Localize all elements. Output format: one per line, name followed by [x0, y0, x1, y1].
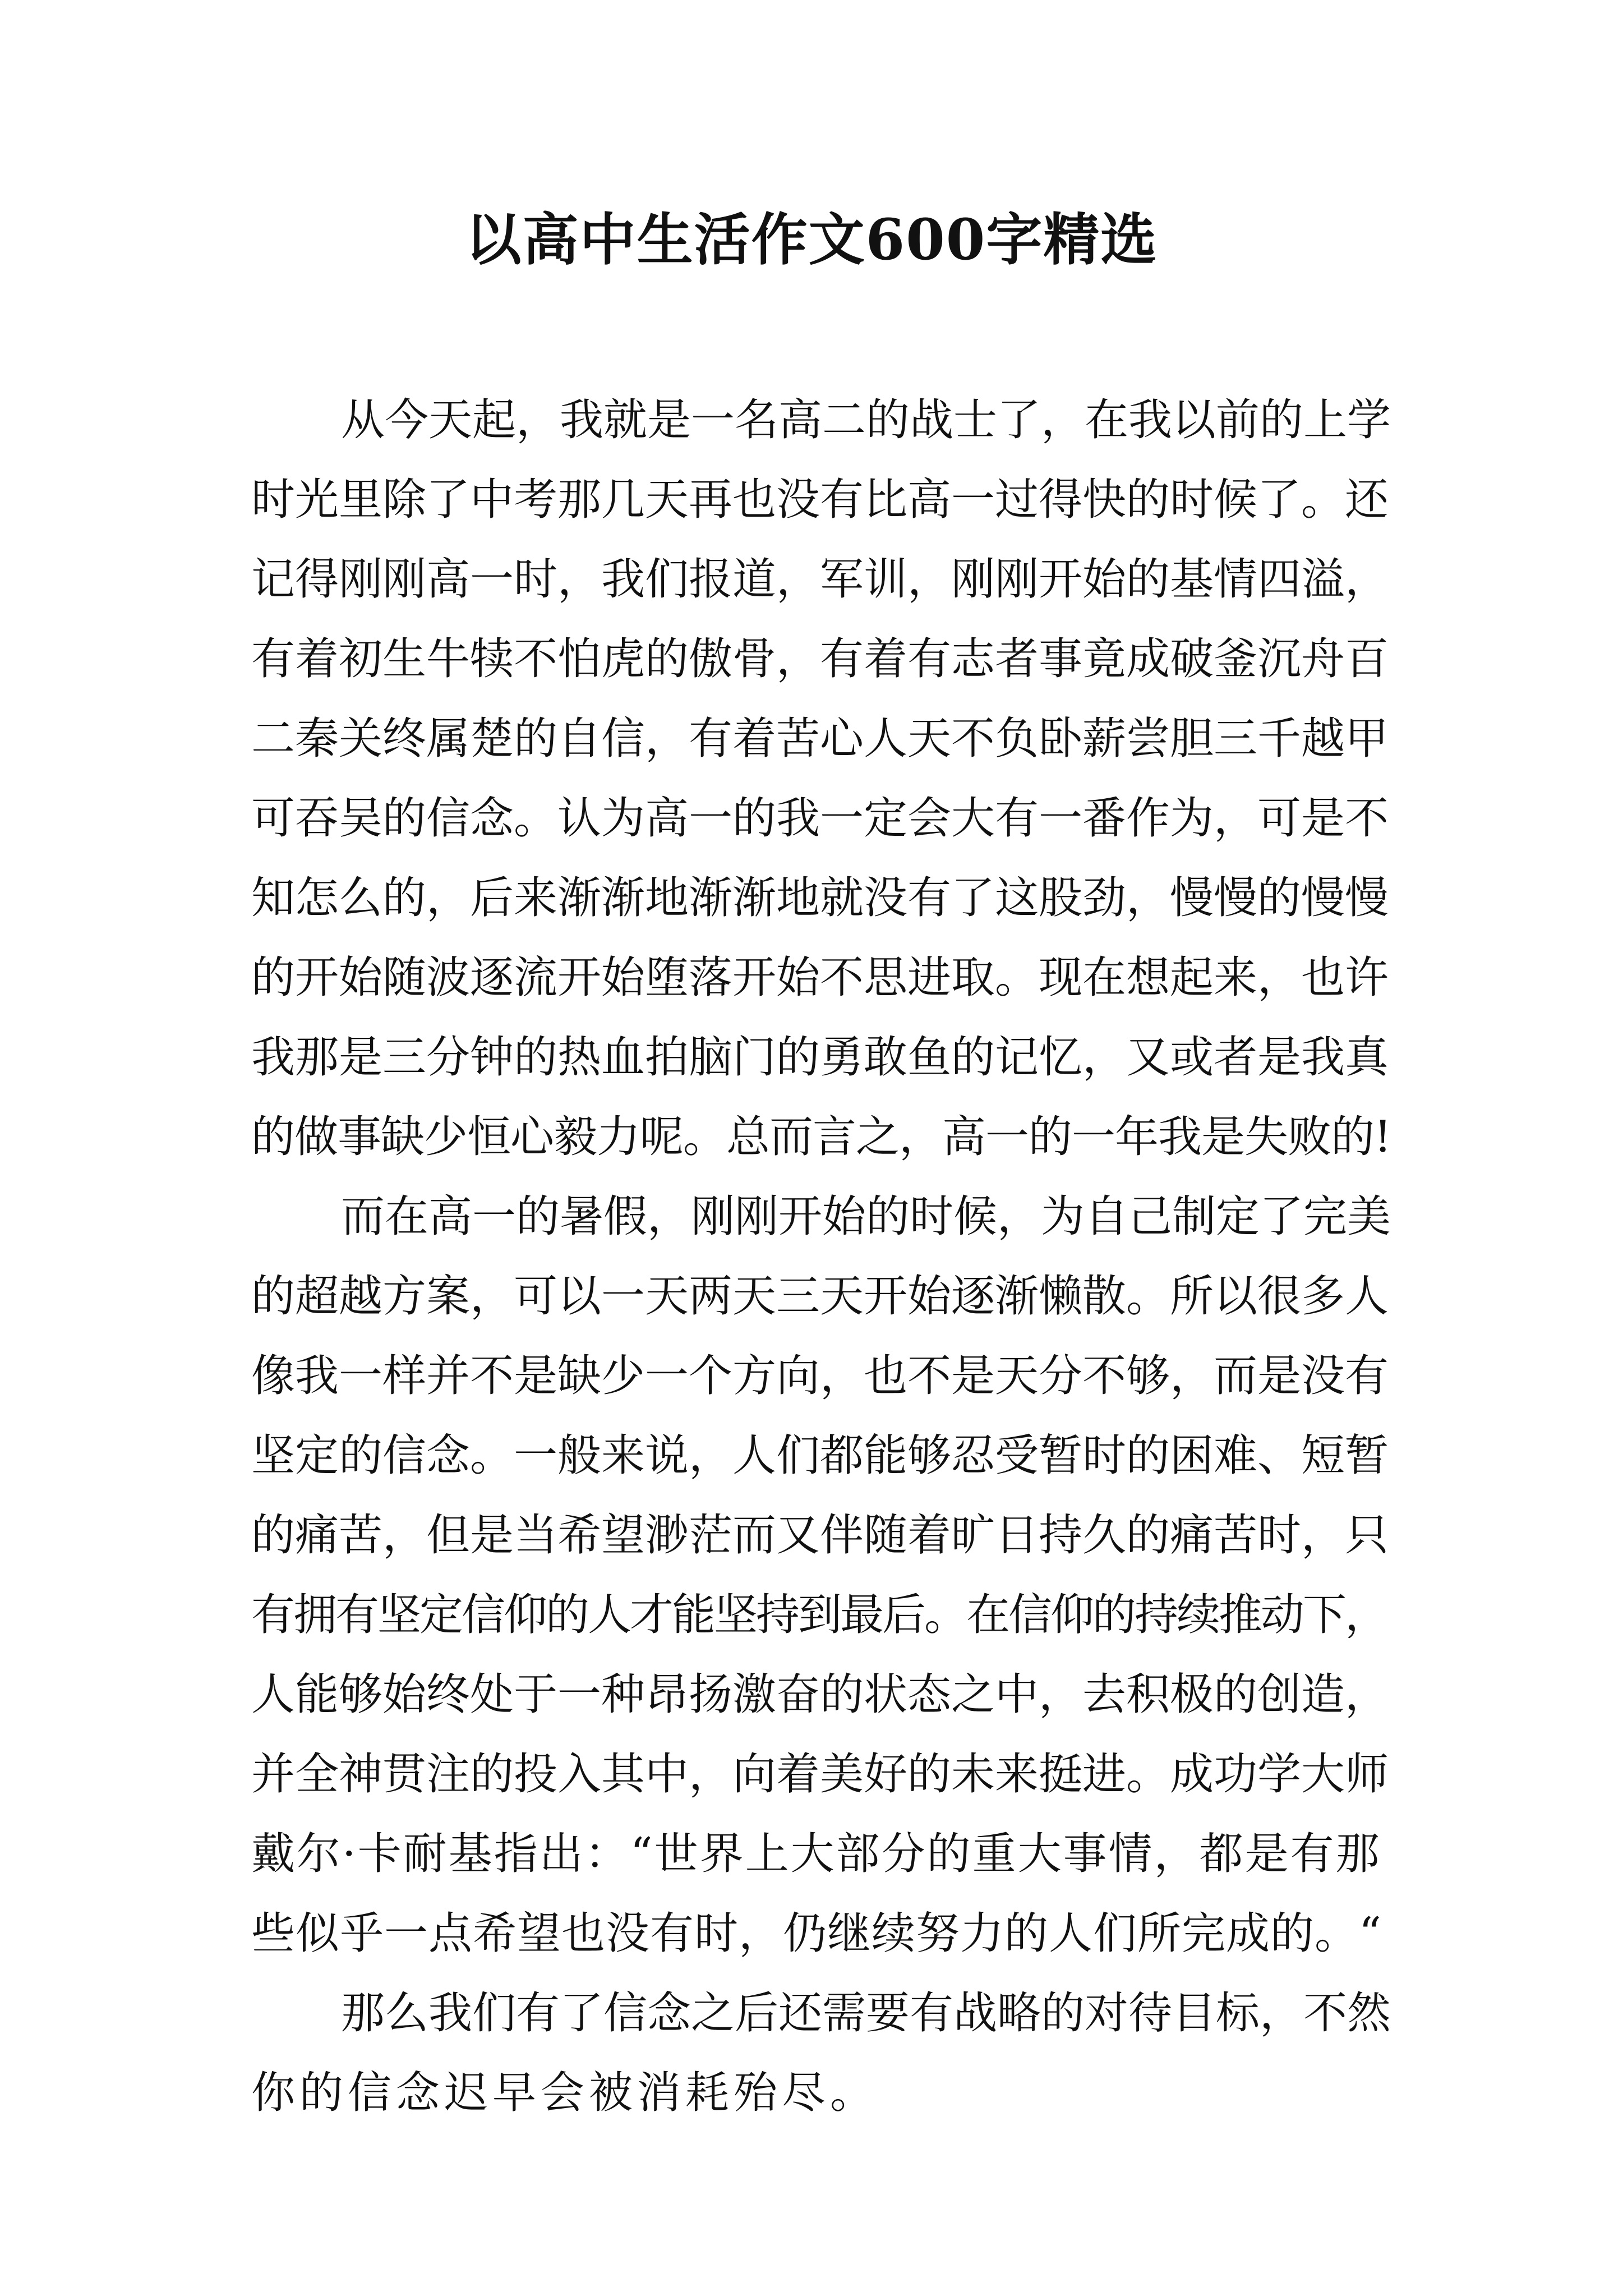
paragraph-line: 的做事缺少恒心毅力呢。总而言之，高一的一年我是失败的! — [251, 1112, 1391, 1162]
paragraph-line: 些似乎一点希望也没有时，仍继续努力的人们所完成的。“ — [251, 1908, 1382, 1959]
paragraph-line: 你的信念迟早会被消耗殆尽。 — [251, 2068, 879, 2118]
paragraph-line: 知怎么的，后来渐渐地渐渐地就没有了这股劲，慢慢的慢慢 — [251, 873, 1389, 923]
paragraph-line: 的超越方案，可以一天两天三天开始逐渐懒散。所以很多人 — [251, 1271, 1389, 1322]
paragraph-first-line: 而在高一的暑假，刚刚开始的时候，为自己制定了完美 — [341, 1191, 1391, 1242]
paragraph-line: 戴尔·卡耐基指出：“世界上大部分的重大事情，都是有那 — [251, 1829, 1381, 1879]
paragraph-line: 时光里除了中考那几天再也没有比高一过得快的时候了。还 — [251, 475, 1389, 525]
paragraph-line: 有拥有坚定信仰的人才能坚持到最后。在信仰的持续推动下， — [251, 1590, 1387, 1640]
document-body — [251, 380, 1395, 2133]
paragraph-first-line: 那么我们有了信念之后还需要有战略的对待目标，不然 — [341, 1988, 1391, 2039]
paragraph-line: 二秦关终属楚的自信，有着苦心人天不负卧薪尝胆三千越甲 — [251, 714, 1389, 764]
paragraph-line: 有着初生牛犊不怕虎的傲骨，有着有志者事竟成破釜沉舟百 — [251, 634, 1389, 684]
paragraph-line: 并全神贯注的投入其中，向着美好的未来挺进。成功学大师 — [251, 1749, 1389, 1800]
document-title: 以高中生活作文600字精选 — [465, 206, 1158, 273]
paragraph-line: 记得刚刚高一时，我们报道，军训，刚刚开始的基情四溢， — [251, 554, 1389, 605]
paragraph-line: 像我一样并不是缺少一个方向，也不是天分不够，而是没有 — [251, 1351, 1389, 1401]
paragraph-line: 的痛苦，但是当希望渺茫而又伴随着旷日持久的痛苦时，只 — [251, 1510, 1389, 1561]
paragraph-first-line: 从今天起，我就是一名高二的战士了，在我以前的上学 — [341, 395, 1391, 445]
paragraph-line: 可吞吴的信念。认为高一的我一定会大有一番作为，可是不 — [251, 793, 1389, 844]
paragraph-line: 我那是三分钟的热血拍脑门的勇敢鱼的记忆，又或者是我真 — [251, 1032, 1389, 1083]
paragraph-line: 的开始随波逐流开始堕落开始不思进取。现在想起来，也许 — [251, 953, 1389, 1003]
paragraph-line: 坚定的信念。一般来说，人们都能够忍受暂时的困难、短暂 — [251, 1430, 1389, 1481]
paragraph-line: 人能够始终处于一种昂扬激奋的状态之中，去积极的创造， — [251, 1669, 1389, 1720]
